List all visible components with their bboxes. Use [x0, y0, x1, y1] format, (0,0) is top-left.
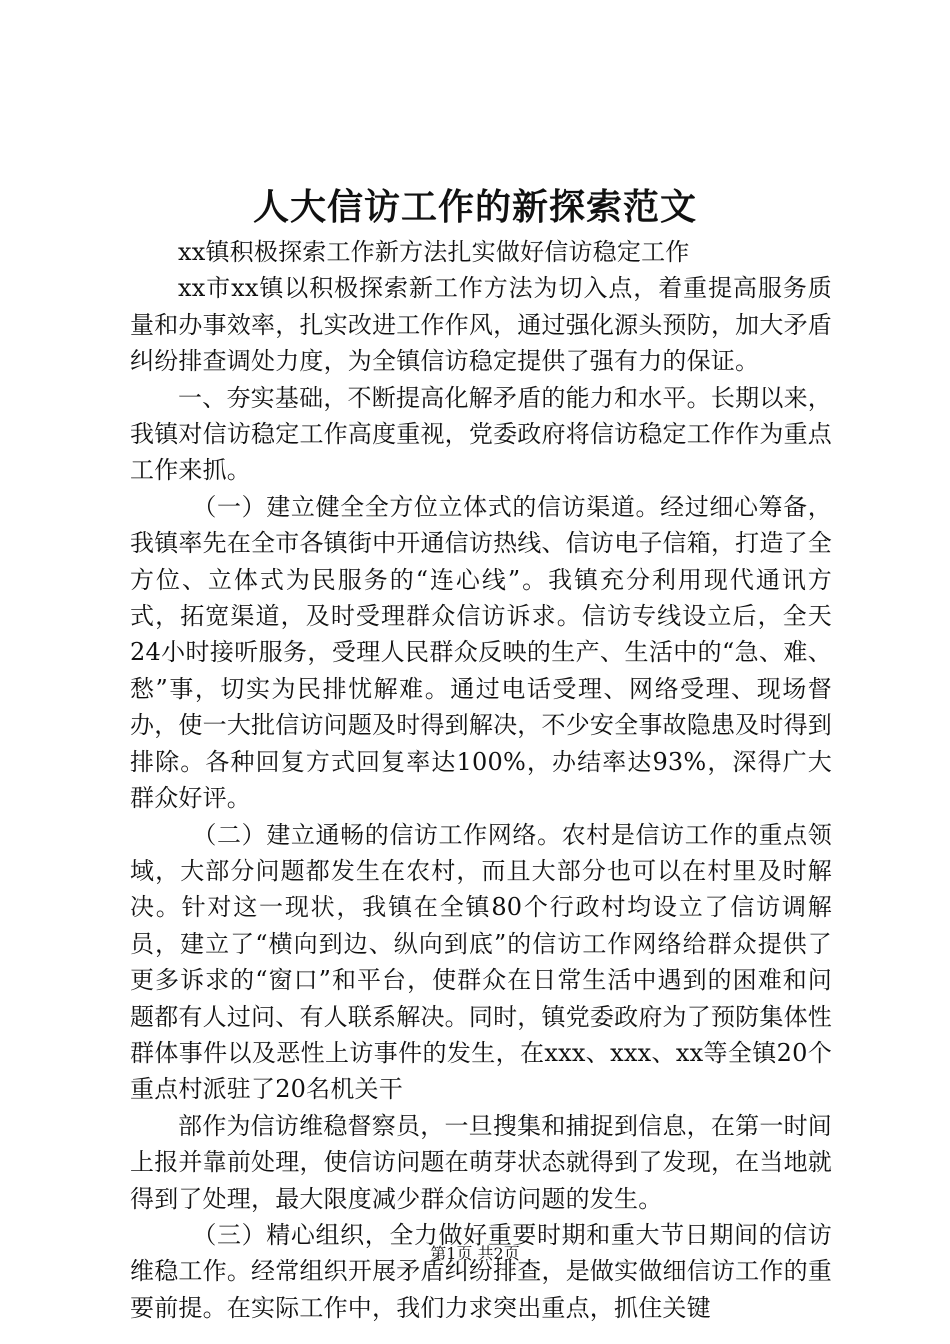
subtitle-paragraph: xx镇积极探索工作新方法扎实做好信访稳定工作: [178, 238, 690, 266]
page-number-footer: 第1页 共2页: [430, 1244, 520, 1263]
intro-paragraph: xx市xx镇以积极探索新工作方法为切入点，着重提高服务质量和办事效率，扎实改进工作作风，通过强化源头预防，加大矛盾纠纷排查调处力度，为全镇信访稳定提供了强有力的保证。: [130, 274, 832, 376]
document-body: [130, 234, 832, 1326]
document-title: 人大信访工作的新探索范文: [252, 186, 697, 228]
subsection-three-paragraph: （三）精心组织，全力做好重要时期和重大节日期间的信访维稳工作。经常组织开展矛盾纠纷排查，是做实做细信访工作的重要前提。在实际工作中，我们力求突出重点，抓住关键: [130, 1220, 832, 1322]
continuation-paragraph: 部作为信访维稳督察员，一旦搜集和捕捉到信息，在第一时间上报并靠前处理，使信访问题在萌芽状态就得到了发现，在当地就得到了处理，最大限度减少群众信访问题的发生。: [130, 1111, 832, 1213]
section-one-paragraph: 一、夯实基础，不断提高化解矛盾的能力和水平。长期以来，我镇对信访稳定工作高度重视，党委政府将信访稳定工作作为重点工作来抓。: [130, 383, 832, 485]
subsection-one-paragraph: （一）建立健全全方位立体式的信访渠道。经过细心筹备，我镇率先在全市各镇街中开通信访热线、信访电子信箱，打造了全方位、立体式为民服务的“连心线”。我镇充分利用现代通讯方式，拓宽渠道，及时受理群众信访诉求。信访专线设立后，全天24小时接听服务，受理人民群众反映的生产、生活中的“急、难、愁”事，切实为民排忧解难。通过电话受理、网络受理、现场督办，使一大批信访问题及时得到解决，不少安全事故隐患及时得到排除。各种回复方式回复率达100%，办结率达93%，深得广大群众好评。: [130, 492, 832, 813]
subsection-two-paragraph: （二）建立通畅的信访工作网络。农村是信访工作的重点领域，大部分问题都发生在农村，而且大部分也可以在村里及时解决。针对这一现状，我镇在全镇80个行政村均设立了信访调解员，建立了“横向到边、纵向到底”的信访工作网络给群众提供了更多诉求的“窗口”和平台，使群众在日常生活中遇到的困难和问题都有人过问、有人联系解决。同时，镇党委政府为了预防集体性群体事件以及恶性上访事件的发生，在xxx、xxx、xx等全镇20个重点村派驻了20名机关干: [130, 820, 832, 1104]
